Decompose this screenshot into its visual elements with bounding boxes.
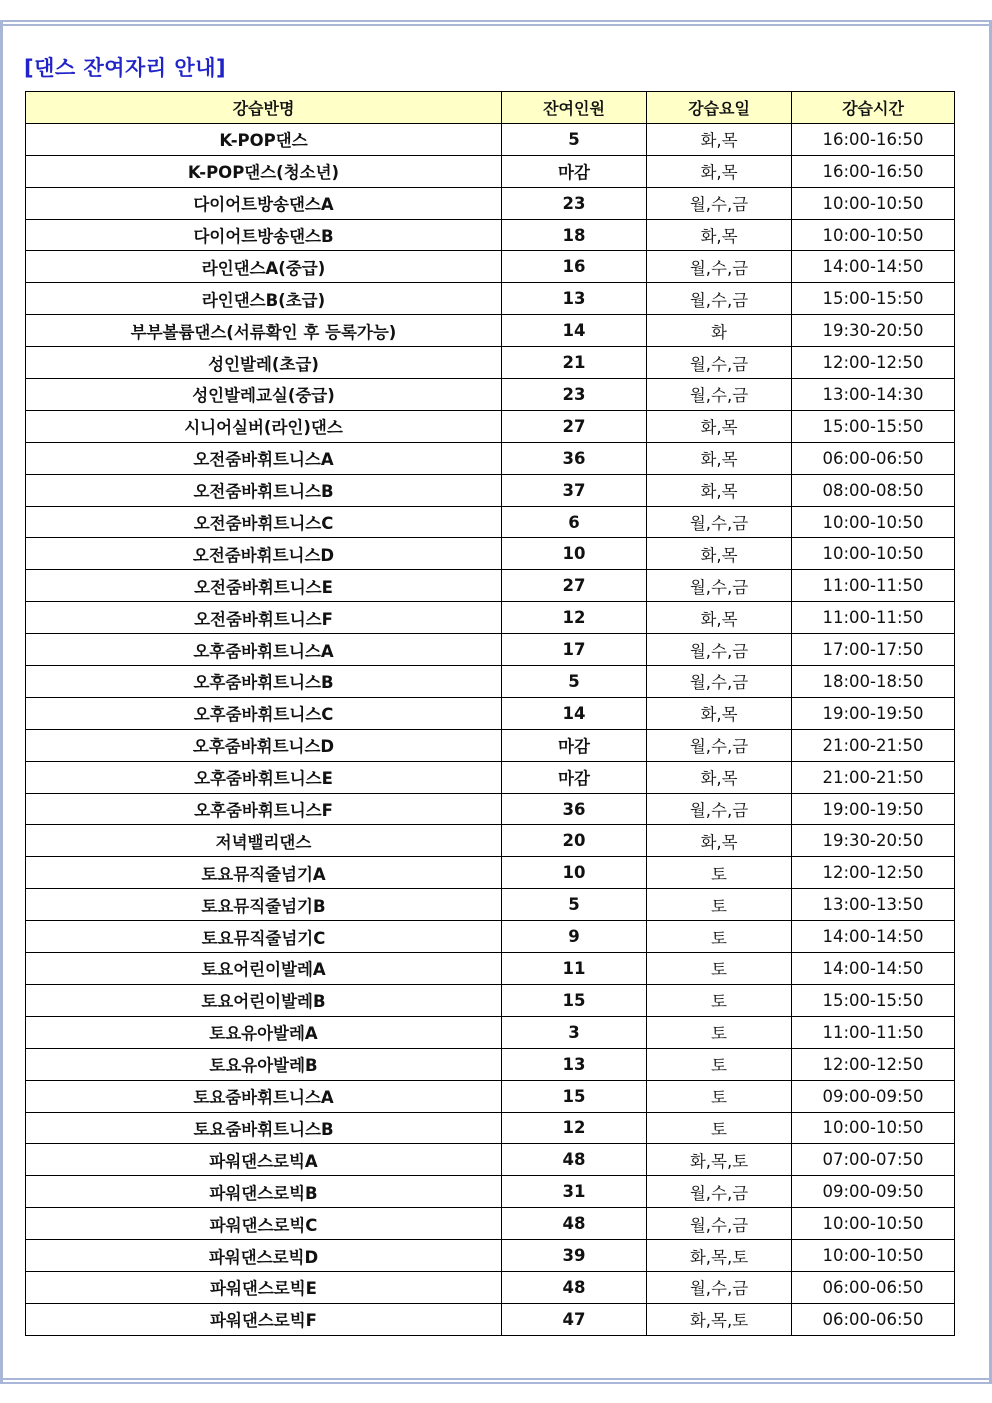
class-days-cell: 월,수,금 [647,283,792,315]
class-time-cell: 15:00-15:50 [792,984,955,1016]
class-time-cell: 10:00-10:50 [792,538,955,570]
table-row [26,602,955,634]
class-name-cell: 토요유아발레B [26,1048,502,1080]
class-days-cell: 토 [647,1016,792,1048]
table-row [26,953,955,985]
class-time-cell: 12:00-12:50 [792,347,955,379]
remaining-seats-cell: 12 [502,602,647,634]
class-time-cell: 19:30-20:50 [792,315,955,347]
class-days-cell: 화,목 [647,697,792,729]
class-name-cell: 오후줌바휘트니스F [26,793,502,825]
remaining-seats-cell: 36 [502,442,647,474]
class-time-cell: 06:00-06:50 [792,1303,955,1335]
class-name-cell: 저녁밸리댄스 [26,825,502,857]
remaining-seats-cell: 48 [502,1271,647,1303]
remaining-seats-cell: 36 [502,793,647,825]
class-days-cell: 토 [647,1080,792,1112]
class-days-cell: 토 [647,921,792,953]
class-time-cell: 15:00-15:50 [792,410,955,442]
dance-vacancy-table [25,91,955,1336]
remaining-seats-cell: 5 [502,666,647,698]
remaining-seats-cell: 47 [502,1303,647,1335]
class-days-cell: 월,수,금 [647,379,792,411]
class-days-cell: 월,수,금 [647,506,792,538]
table-row [26,219,955,251]
class-name-cell: 파워댄스로빅E [26,1271,502,1303]
class-days-cell: 토 [647,984,792,1016]
class-days-cell: 월,수,금 [647,251,792,283]
class-days-cell: 화,목 [647,538,792,570]
class-name-cell: 성인발레(초급) [26,347,502,379]
class-time-cell: 10:00-10:50 [792,1208,955,1240]
class-days-cell: 월,수,금 [647,570,792,602]
class-time-cell: 06:00-06:50 [792,1271,955,1303]
class-name-cell: 오후줌바휘트니스D [26,729,502,761]
remaining-seats-cell: 10 [502,857,647,889]
class-time-cell: 19:00-19:50 [792,793,955,825]
class-time-cell: 10:00-10:50 [792,506,955,538]
table-row [26,155,955,187]
table-row [26,538,955,570]
remaining-seats-cell: 14 [502,315,647,347]
class-time-cell: 21:00-21:50 [792,729,955,761]
class-days-cell: 토 [647,953,792,985]
class-name-cell: 토요뮤직줄넘기A [26,857,502,889]
table-row [26,347,955,379]
class-days-cell: 월,수,금 [647,1176,792,1208]
class-days-cell: 월,수,금 [647,1271,792,1303]
class-name-cell: 오후줌바휘트니스A [26,634,502,666]
class-name-cell: K-POP댄스 [26,123,502,155]
class-days-cell: 월,수,금 [647,793,792,825]
class-name-cell: 토요어린이발레A [26,953,502,985]
remaining-seats-cell: 9 [502,921,647,953]
table-row [26,761,955,793]
class-time-cell: 17:00-17:50 [792,634,955,666]
class-name-cell: 파워댄스로빅D [26,1240,502,1272]
class-name-cell: 토요줌바휘트니스A [26,1080,502,1112]
table-row [26,984,955,1016]
class-days-cell: 월,수,금 [647,1208,792,1240]
class-name-cell: 오전줌바휘트니스A [26,442,502,474]
class-days-cell: 화,목 [647,410,792,442]
table-row [26,1144,955,1176]
class-time-cell: 14:00-14:50 [792,953,955,985]
class-days-cell: 화 [647,315,792,347]
class-name-cell: 라인댄스B(초급) [26,283,502,315]
class-time-cell: 18:00-18:50 [792,666,955,698]
class-time-cell: 21:00-21:50 [792,761,955,793]
class-name-cell: 오전줌바휘트니스B [26,474,502,506]
remaining-seats-cell: 37 [502,474,647,506]
remaining-seats-cell: 48 [502,1208,647,1240]
table-row [26,1240,955,1272]
class-name-cell: 토요어린이발레B [26,984,502,1016]
class-name-cell: 성인발레교실(중급) [26,379,502,411]
remaining-seats-cell: 18 [502,219,647,251]
table-row [26,315,955,347]
page-frame-bottom [0,1378,992,1384]
class-name-cell: 파워댄스로빅F [26,1303,502,1335]
remaining-seats-cell: 마감 [502,729,647,761]
remaining-seats-cell: 23 [502,187,647,219]
remaining-seats-cell: 27 [502,570,647,602]
table-row [26,1112,955,1144]
remaining-seats-cell: 15 [502,1080,647,1112]
table-row [26,634,955,666]
class-time-cell: 08:00-08:50 [792,474,955,506]
table-row [26,857,955,889]
class-time-cell: 07:00-07:50 [792,1144,955,1176]
page-frame-top [0,20,992,26]
remaining-seats-cell: 16 [502,251,647,283]
class-days-cell: 화,목,토 [647,1144,792,1176]
class-days-cell: 토 [647,889,792,921]
table-row [26,442,955,474]
class-days-cell: 화,목 [647,219,792,251]
remaining-seats-cell: 23 [502,379,647,411]
class-days-cell: 화,목 [647,602,792,634]
class-name-cell: 오후줌바휘트니스C [26,697,502,729]
class-name-cell: 오전줌바휘트니스E [26,570,502,602]
table-row [26,1048,955,1080]
class-time-cell: 11:00-11:50 [792,570,955,602]
class-days-cell: 월,수,금 [647,666,792,698]
class-name-cell: 오후줌바휘트니스B [26,666,502,698]
class-name-cell: 오전줌바휘트니스C [26,506,502,538]
remaining-seats-cell: 6 [502,506,647,538]
remaining-seats-cell: 13 [502,283,647,315]
table-row [26,1208,955,1240]
class-days-cell: 월,수,금 [647,634,792,666]
class-time-cell: 06:00-06:50 [792,442,955,474]
remaining-seats-cell: 12 [502,1112,647,1144]
remaining-seats-cell: 27 [502,410,647,442]
class-days-cell: 토 [647,1112,792,1144]
table-row [26,1176,955,1208]
page-title: [댄스 잔여자리 안내] [24,56,227,80]
class-name-cell: 다이어트방송댄스A [26,187,502,219]
remaining-seats-cell: 14 [502,697,647,729]
class-name-cell: K-POP댄스(청소년) [26,155,502,187]
table-row [26,1080,955,1112]
table-body [26,123,955,1335]
class-name-cell: 토요유아발레A [26,1016,502,1048]
table-row [26,793,955,825]
class-time-cell: 09:00-09:50 [792,1080,955,1112]
class-name-cell: 라인댄스A(중급) [26,251,502,283]
table-row [26,729,955,761]
class-name-cell: 파워댄스로빅C [26,1208,502,1240]
class-name-cell: 파워댄스로빅A [26,1144,502,1176]
class-days-cell: 월,수,금 [647,347,792,379]
table-row [26,1303,955,1335]
table-row [26,697,955,729]
class-name-cell: 토요뮤직줄넘기B [26,889,502,921]
class-days-cell: 화,목,토 [647,1303,792,1335]
class-name-cell: 오후줌바휘트니스E [26,761,502,793]
class-time-cell: 10:00-10:50 [792,187,955,219]
table-row [26,379,955,411]
table-row [26,187,955,219]
class-name-cell: 시니어실버(라인)댄스 [26,410,502,442]
class-time-cell: 10:00-10:50 [792,1112,955,1144]
remaining-seats-cell: 10 [502,538,647,570]
table-row [26,251,955,283]
class-time-cell: 16:00-16:50 [792,155,955,187]
class-days-cell: 토 [647,1048,792,1080]
header-remaining-seats: 잔여인원 [502,92,647,124]
class-days-cell: 화,목 [647,155,792,187]
class-time-cell: 11:00-11:50 [792,1016,955,1048]
class-name-cell: 토요줌바휘트니스B [26,1112,502,1144]
class-time-cell: 09:00-09:50 [792,1176,955,1208]
remaining-seats-cell: 39 [502,1240,647,1272]
table-row [26,506,955,538]
class-time-cell: 14:00-14:50 [792,251,955,283]
class-time-cell: 13:00-14:30 [792,379,955,411]
remaining-seats-cell: 5 [502,123,647,155]
remaining-seats-cell: 31 [502,1176,647,1208]
table-row [26,825,955,857]
remaining-seats-cell: 21 [502,347,647,379]
class-time-cell: 10:00-10:50 [792,1240,955,1272]
class-time-cell: 16:00-16:50 [792,123,955,155]
table-row [26,666,955,698]
class-time-cell: 14:00-14:50 [792,921,955,953]
class-days-cell: 화,목,토 [647,1240,792,1272]
table-row [26,123,955,155]
class-time-cell: 11:00-11:50 [792,602,955,634]
remaining-seats-cell: 마감 [502,761,647,793]
class-name-cell: 토요뮤직줄넘기C [26,921,502,953]
table-row [26,1016,955,1048]
table-row [26,889,955,921]
page-frame-left [0,20,3,1384]
remaining-seats-cell: 15 [502,984,647,1016]
table-row [26,474,955,506]
class-name-cell: 부부볼륨댄스(서류확인 후 등록가능) [26,315,502,347]
class-time-cell: 13:00-13:50 [792,889,955,921]
table-header-row [26,92,955,124]
remaining-seats-cell: 11 [502,953,647,985]
class-days-cell: 토 [647,857,792,889]
class-days-cell: 월,수,금 [647,729,792,761]
remaining-seats-cell: 13 [502,1048,647,1080]
class-time-cell: 12:00-12:50 [792,1048,955,1080]
remaining-seats-cell: 마감 [502,155,647,187]
class-days-cell: 화,목 [647,123,792,155]
class-days-cell: 화,목 [647,474,792,506]
class-days-cell: 화,목 [647,761,792,793]
remaining-seats-cell: 20 [502,825,647,857]
class-name-cell: 오전줌바휘트니스F [26,602,502,634]
table-row [26,283,955,315]
header-class-days: 강습요일 [647,92,792,124]
remaining-seats-cell: 5 [502,889,647,921]
class-time-cell: 12:00-12:50 [792,857,955,889]
table-row [26,1271,955,1303]
class-time-cell: 19:30-20:50 [792,825,955,857]
class-time-cell: 15:00-15:50 [792,283,955,315]
table-row [26,570,955,602]
class-days-cell: 화,목 [647,825,792,857]
class-time-cell: 19:00-19:50 [792,697,955,729]
class-time-cell: 10:00-10:50 [792,219,955,251]
remaining-seats-cell: 17 [502,634,647,666]
class-days-cell: 화,목 [647,442,792,474]
class-name-cell: 다이어트방송댄스B [26,219,502,251]
class-name-cell: 파워댄스로빅B [26,1176,502,1208]
class-name-cell: 오전줌바휘트니스D [26,538,502,570]
header-class-name: 강습반명 [26,92,502,124]
header-class-time: 강습시간 [792,92,955,124]
table-row [26,410,955,442]
remaining-seats-cell: 3 [502,1016,647,1048]
table-row [26,921,955,953]
remaining-seats-cell: 48 [502,1144,647,1176]
class-days-cell: 월,수,금 [647,187,792,219]
